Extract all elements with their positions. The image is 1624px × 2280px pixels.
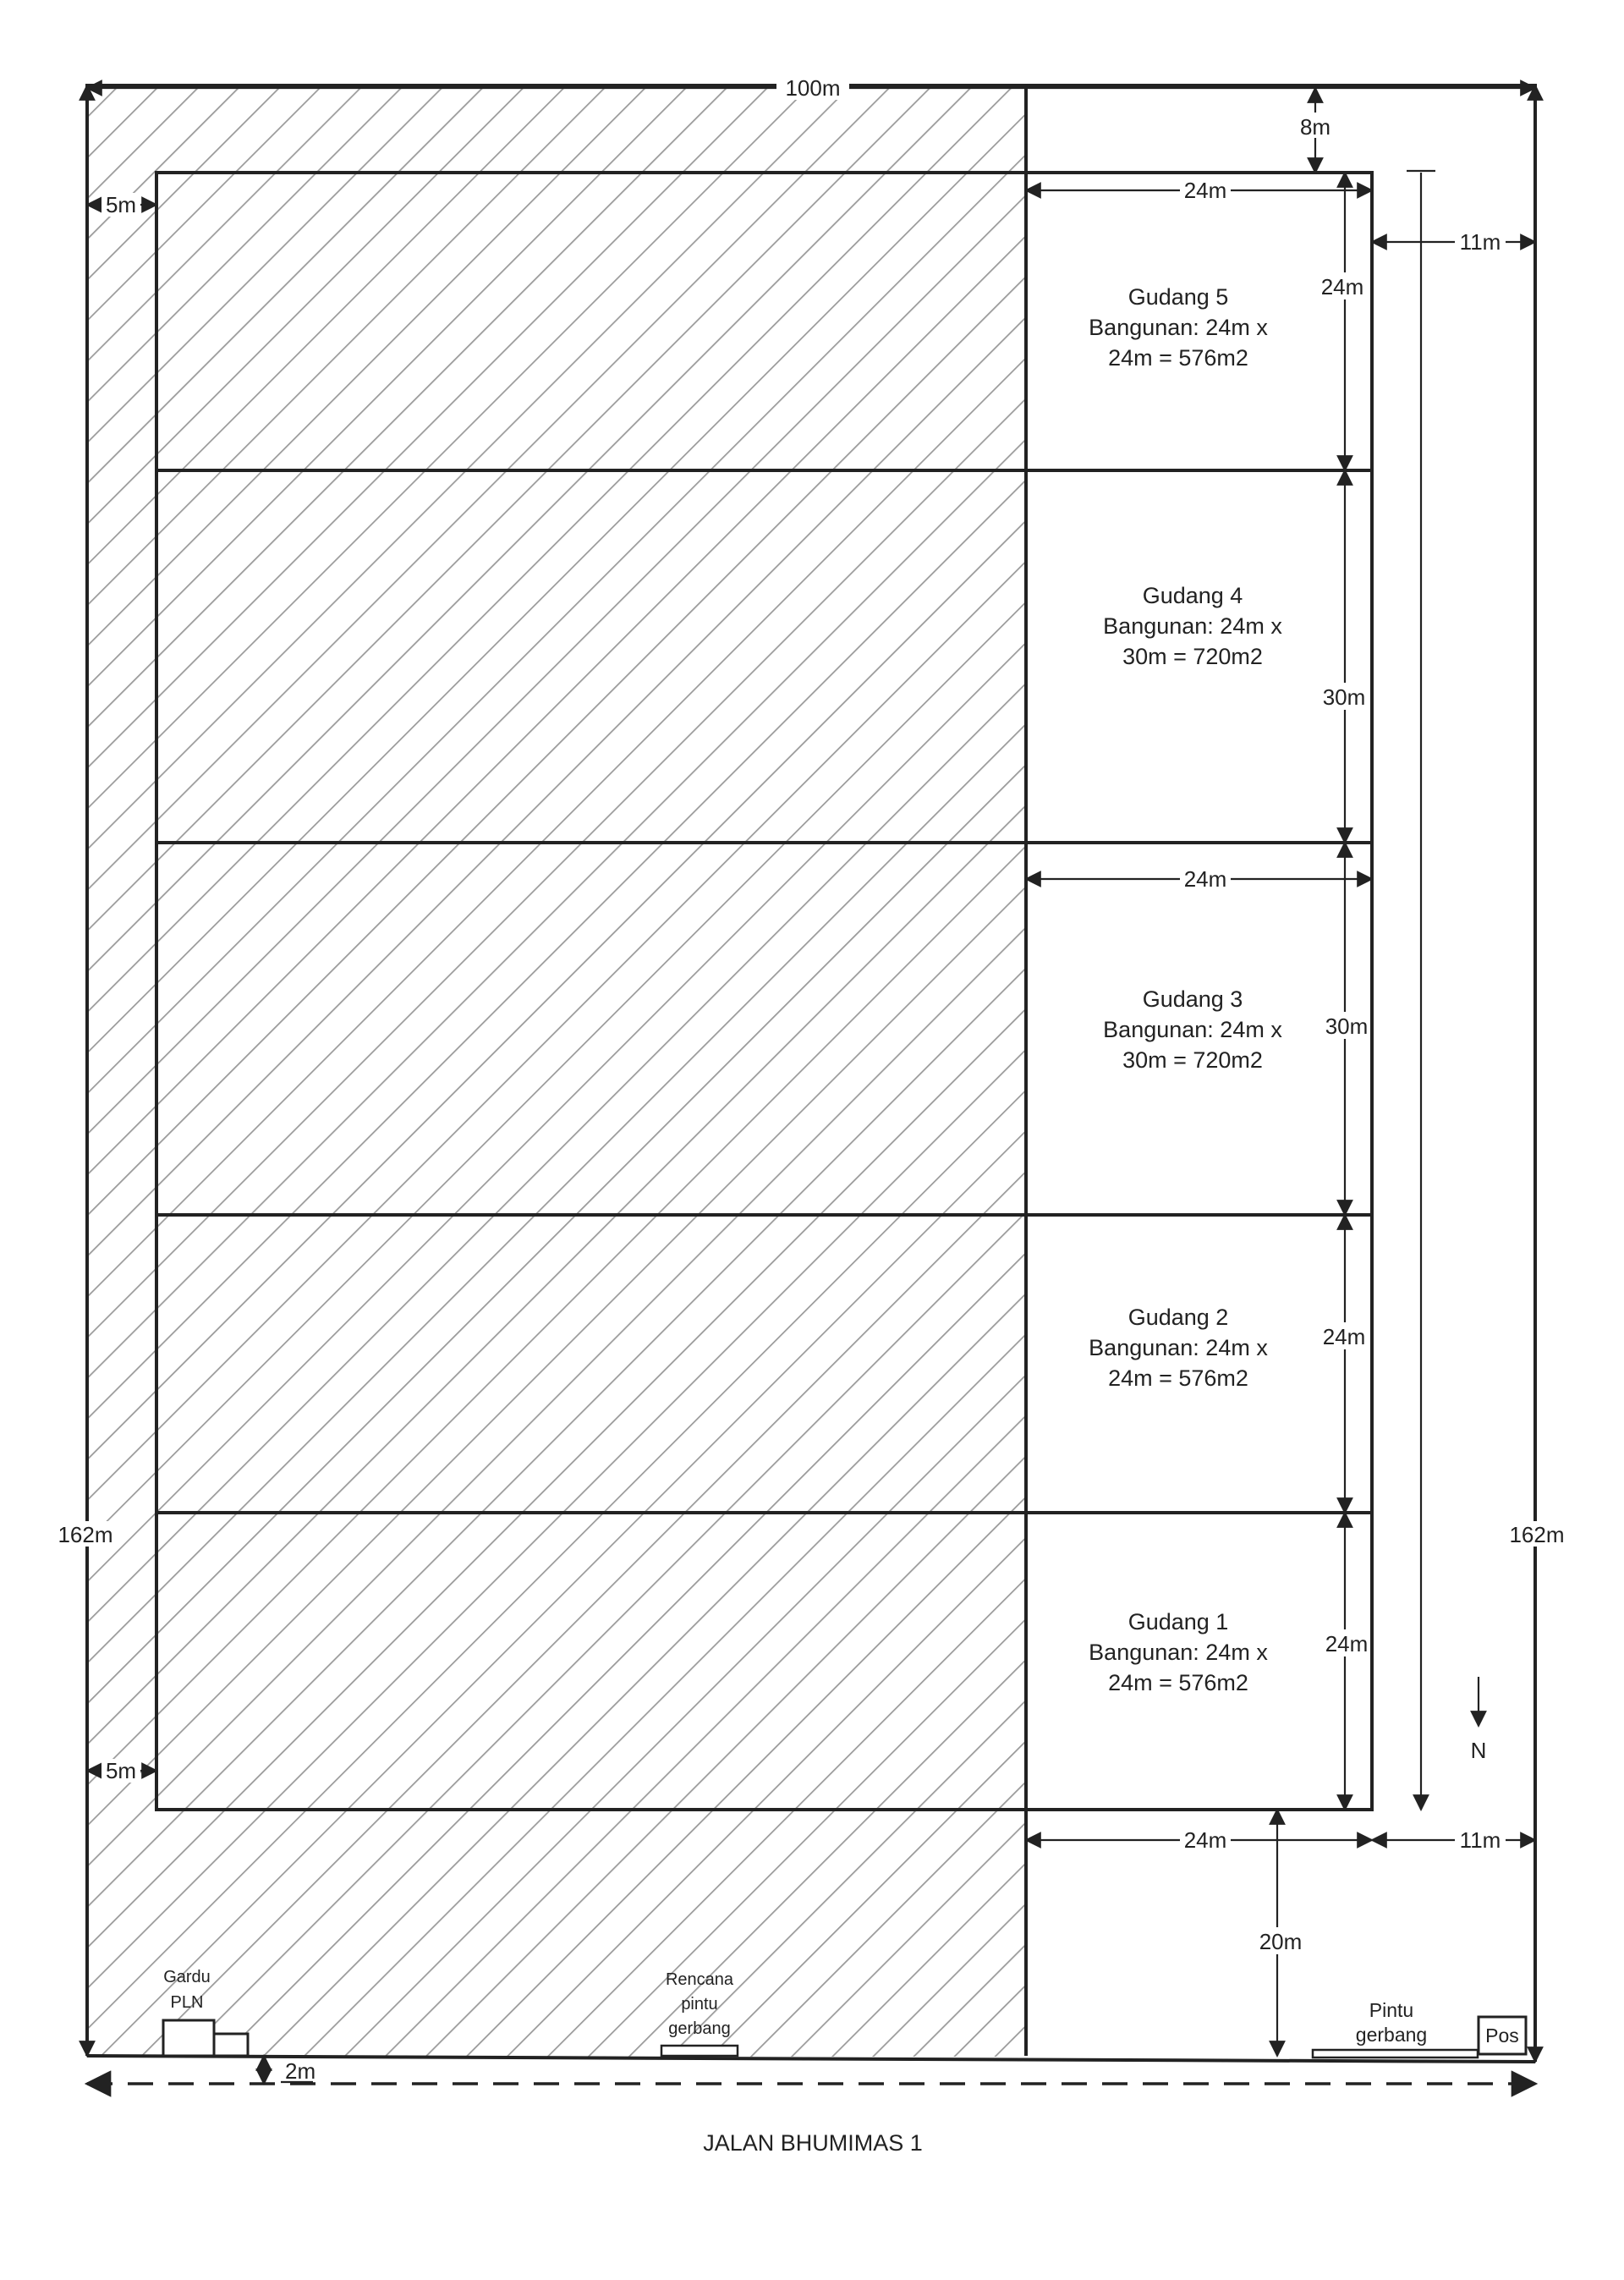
gudang-3-area-line1: Bangunan: 24m x <box>1103 1017 1282 1042</box>
gudang-5-name: Gudang 5 <box>1127 284 1229 310</box>
gardu-pln-annex <box>214 2034 248 2056</box>
dim-left-setback-top: 5m <box>105 192 137 217</box>
main-gate <box>1313 2050 1478 2057</box>
dim-gudang-2-height: 24m <box>1322 1324 1366 1349</box>
gardu-label-line1: Gardu <box>163 1968 211 1986</box>
rencana-label-line1: Rencana <box>665 1970 734 1989</box>
gudang-2-area-line2: 24m = 576m2 <box>1108 1365 1248 1391</box>
dim-gudang-1-height: 24m <box>1325 1631 1369 1656</box>
dim-total-width: 100m <box>785 75 841 101</box>
gardu-pln-building <box>163 2020 214 2056</box>
planned-gate <box>661 2046 738 2056</box>
gudang-2-name: Gudang 2 <box>1127 1305 1229 1330</box>
gudang-4-area-line2: 30m = 720m2 <box>1122 644 1263 669</box>
hatched-zone <box>87 85 1026 2057</box>
gudang-1-area-line1: Bangunan: 24m x <box>1089 1640 1268 1665</box>
gudang-2-area-line1: Bangunan: 24m x <box>1089 1335 1268 1360</box>
gudang-1-name: Gudang 1 <box>1127 1609 1229 1634</box>
dim-height-left: 162m <box>58 1522 113 1547</box>
dim-left-setback-bottom: 5m <box>105 1758 137 1783</box>
gudang-3-name: Gudang 3 <box>1142 986 1243 1012</box>
gardu-label-line2: PLN <box>170 1993 204 2012</box>
gudang-4-name: Gudang 4 <box>1142 583 1243 608</box>
dim-gudang-5-height: 24m <box>1320 274 1364 299</box>
dim-top-setback: 8m <box>1299 114 1331 140</box>
pos-label: Pos <box>1485 2025 1519 2047</box>
dim-height-right: 162m <box>1509 1522 1565 1547</box>
rencana-label-line2: pintu <box>681 1995 718 2014</box>
gudang-3-area-line2: 30m = 720m2 <box>1122 1047 1263 1073</box>
rencana-label-line3: gerbang <box>668 2019 731 2038</box>
dim-right-setback-bottom: 11m <box>1459 1827 1501 1853</box>
dim-road-setback: 2m <box>285 2058 316 2084</box>
dim-building-width-bottom: 24m <box>1183 1827 1227 1853</box>
north-label: N <box>1470 1738 1487 1763</box>
gudang-4-area-line1: Bangunan: 24m x <box>1103 613 1282 639</box>
gudang-5-area-line2: 24m = 576m2 <box>1108 345 1248 371</box>
dim-building-width-mid: 24m <box>1183 866 1227 892</box>
dim-right-setback-top: 11m <box>1459 229 1501 255</box>
gudang-1-area-line2: 24m = 576m2 <box>1108 1670 1248 1695</box>
gudang-5-area-line1: Bangunan: 24m x <box>1089 315 1268 340</box>
dim-front-setback: 20m <box>1259 1929 1303 1954</box>
road-name: JALAN BHUMIMAS 1 <box>703 2130 923 2156</box>
dim-gudang-4-height: 30m <box>1322 684 1366 710</box>
pintu-label-line1: Pintu <box>1369 1999 1414 2021</box>
dim-building-width-top: 24m <box>1183 178 1227 203</box>
pintu-label-line2: gerbang <box>1355 2024 1428 2046</box>
dim-gudang-3-height: 30m <box>1325 1014 1369 1039</box>
